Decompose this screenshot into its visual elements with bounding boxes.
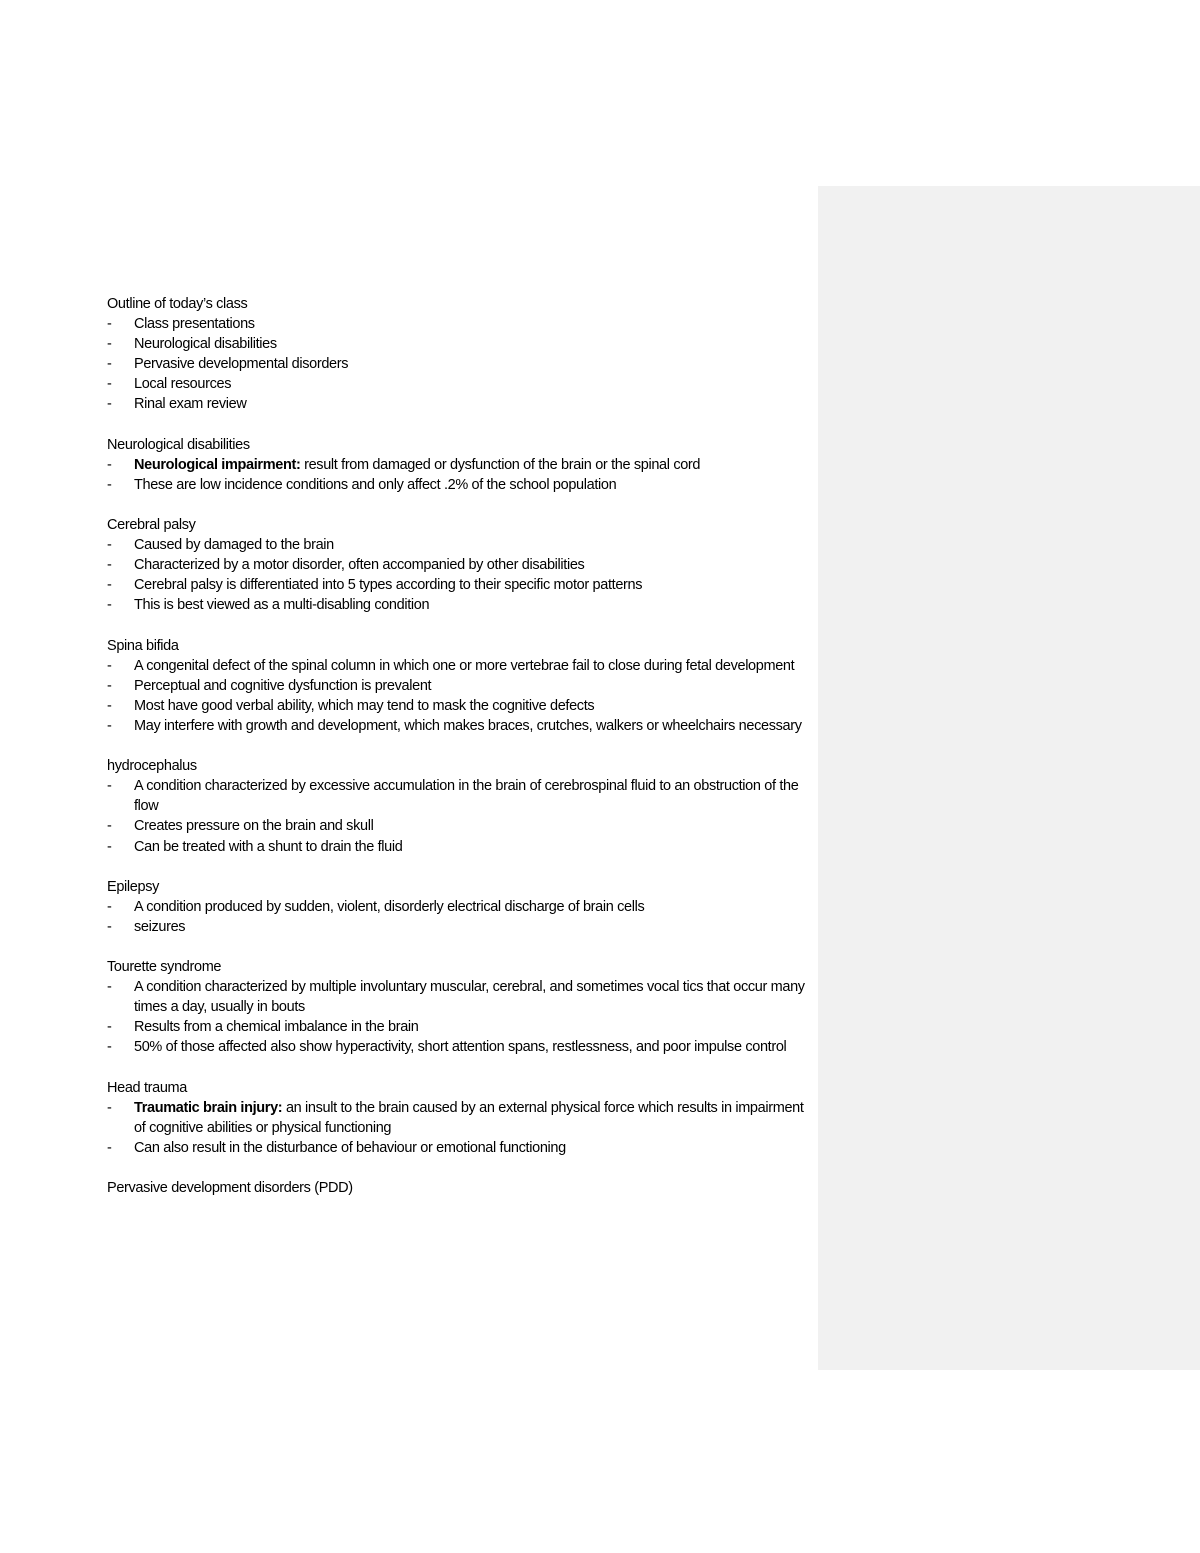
dash-bullet-marker: - — [107, 336, 112, 353]
dash-bullet-marker: - — [107, 1019, 112, 1036]
section-heading: Epilepsy — [107, 878, 160, 895]
section — [107, 1078, 817, 1158]
list-item — [107, 314, 817, 334]
list-item-text: result from damaged or dysfunction of the brain or the spinal cord — [300, 456, 701, 473]
list-item — [107, 1098, 817, 1138]
section — [107, 515, 817, 615]
list-item-text: an insult to the brain caused by an external physical force which results in impairment of cognitive abilities or physical functioning — [134, 1099, 804, 1136]
list-item-text: A condition characterized by multiple involuntary muscular, cerebral, and sometimes vocal tics that occur many times a day, usually in bouts — [134, 979, 805, 1016]
list-item-text: A condition produced by sudden, violent, disorderly electrical discharge of brain cells — [134, 898, 645, 915]
list-item — [107, 816, 817, 836]
list-item — [107, 716, 817, 736]
list-item — [107, 334, 817, 354]
list-item — [107, 354, 817, 374]
list-item-text: Rinal exam review — [134, 396, 247, 413]
list-item-text: Pervasive developmental disorders — [134, 356, 349, 373]
list-item — [107, 555, 817, 575]
dash-bullet-marker: - — [107, 1139, 112, 1156]
list-item-text: Neurological disabilities — [134, 336, 277, 353]
list-item — [107, 535, 817, 555]
dash-bullet-marker: - — [107, 838, 112, 855]
dash-bullet-marker: - — [107, 456, 112, 473]
list-item-text: Perceptual and cognitive dysfunction is prevalent — [134, 677, 432, 694]
dash-bullet-marker: - — [107, 918, 112, 935]
section — [107, 1178, 817, 1198]
list-item — [107, 1017, 817, 1037]
list-item-text: Results from a chemical imbalance in the brain — [134, 1019, 419, 1036]
bullet-list — [107, 897, 817, 937]
dash-bullet-marker: - — [107, 356, 112, 373]
list-item — [107, 455, 817, 475]
list-item — [107, 696, 817, 716]
dash-bullet-marker: - — [107, 979, 112, 996]
dash-bullet-marker: - — [107, 1099, 112, 1116]
section-heading: Spina bifida — [107, 637, 179, 654]
list-item-text: Local resources — [134, 376, 232, 393]
list-item-text: Cerebral palsy is differentiated into 5 types according to their specific motor patterns — [134, 577, 643, 594]
dash-bullet-marker: - — [107, 557, 112, 574]
list-item-text: A condition characterized by excessive accumulation in the brain of cerebrospinal fluid to an obstruction of the flow — [134, 778, 799, 815]
section — [107, 756, 817, 856]
list-item-text: Can be treated with a shunt to drain the fluid — [134, 838, 403, 855]
list-item — [107, 595, 817, 615]
section — [107, 636, 817, 736]
section-heading: hydrocephalus — [107, 758, 197, 775]
list-item-text: These are low incidence conditions and only affect .2% of the school population — [134, 476, 617, 493]
section — [107, 294, 817, 415]
section-heading: Neurological disabilities — [107, 436, 250, 453]
list-item-text: Caused by damaged to the brain — [134, 537, 334, 554]
dash-bullet-marker: - — [107, 316, 112, 333]
list-item-text: Can also result in the disturbance of behaviour or emotional functioning — [134, 1139, 566, 1156]
section — [107, 877, 817, 937]
dash-bullet-marker: - — [107, 396, 112, 413]
list-item-text: This is best viewed as a multi-disabling condition — [134, 597, 430, 614]
bullet-list — [107, 455, 817, 495]
dash-bullet-marker: - — [107, 818, 112, 835]
dash-bullet-marker: - — [107, 898, 112, 915]
list-item-text: May interfere with growth and development, which makes braces, crutches, walkers or wheelchairs necessary — [134, 717, 802, 734]
list-item — [107, 1037, 817, 1057]
section-heading: Cerebral palsy — [107, 517, 196, 534]
dash-bullet-marker: - — [107, 376, 112, 393]
section-heading: Head trauma — [107, 1079, 187, 1096]
dash-bullet-marker: - — [107, 657, 112, 674]
list-item — [107, 656, 817, 676]
bullet-list — [107, 776, 817, 856]
section-heading: Outline of today’s class — [107, 296, 248, 312]
bullet-list — [107, 314, 817, 414]
bullet-list — [107, 1098, 817, 1158]
dash-bullet-marker: - — [107, 697, 112, 714]
dash-bullet-marker: - — [107, 537, 112, 554]
dash-bullet-marker: - — [107, 577, 112, 594]
section — [107, 957, 817, 1057]
list-item-text: Class presentations — [134, 316, 255, 333]
dash-bullet-marker: - — [107, 1039, 112, 1056]
list-item — [107, 776, 817, 816]
bold-term: Traumatic brain injury: — [134, 1099, 283, 1116]
list-item-text: A congenital defect of the spinal column in which one or more vertebrae fail to close during fetal development — [134, 657, 795, 674]
list-item — [107, 575, 817, 595]
document-body — [107, 294, 817, 1218]
list-item-text: Most have good verbal ability, which may tend to mask the cognitive defects — [134, 697, 595, 714]
comment-pane — [818, 186, 1200, 1370]
list-item — [107, 977, 817, 1017]
list-item-text: 50% of those affected also show hyperactivity, short attention spans, restlessness, and poor impulse control — [134, 1039, 787, 1056]
bullet-list — [107, 977, 817, 1057]
bullet-list — [107, 535, 817, 615]
list-item-text: Characterized by a motor disorder, often accompanied by other disabilities — [134, 557, 585, 574]
list-item — [107, 837, 817, 857]
list-item-text: Creates pressure on the brain and skull — [134, 818, 374, 835]
list-item — [107, 897, 817, 917]
bold-term: Neurological impairment: — [134, 456, 301, 473]
dash-bullet-marker: - — [107, 717, 112, 734]
list-item — [107, 475, 817, 495]
list-item — [107, 676, 817, 696]
section-heading: Tourette syndrome — [107, 959, 222, 976]
section — [107, 435, 817, 495]
dash-bullet-marker: - — [107, 476, 112, 493]
dash-bullet-marker: - — [107, 597, 112, 614]
dash-bullet-marker: - — [107, 778, 112, 795]
list-item — [107, 394, 817, 414]
list-item-text: seizures — [134, 918, 186, 935]
list-item — [107, 917, 817, 937]
section-heading: Pervasive development disorders (PDD) — [107, 1180, 353, 1197]
list-item — [107, 374, 817, 394]
dash-bullet-marker: - — [107, 677, 112, 694]
bullet-list — [107, 656, 817, 736]
list-item — [107, 1138, 817, 1158]
